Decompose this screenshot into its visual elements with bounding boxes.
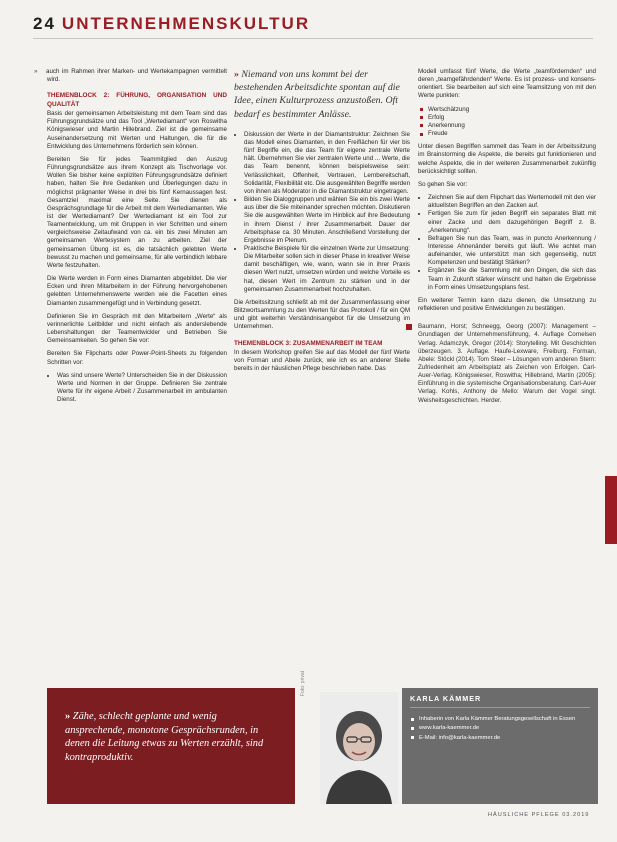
page-footer: HÄUSLICHE PFLEGE 03.2019 [488, 812, 590, 818]
list-item: • Was sind unsere Werte? Unterscheiden Sie in der Diskussion Werte und Normen in der Gruppe. Definieren Sie zentrale Werte für ihr eigene Arbeit / Zusammenarbeit im ambulanten Dienst. [57, 372, 227, 405]
column-2 [234, 68, 410, 378]
list-item: • Praktische Beispiele für die einzelnen Werte zur Umsetzung: Die Mitarbeiter sollen sich in dieser Phase in kreativer Weise damit beschäftigen, wie, wann, wann sie in ihrer Praxis diesen Wert nutzt, umsetzen würden und welche Vorteile es hat, diesen Wert im Zentrum zu stärken und in der gemeinsamen Zusammenarbeit hochzuhalten. [244, 245, 410, 294]
list-item: • Befragen Sie nun das Team, was in puncto Anerkennung / Interesse Ahnenänder bereits gut läuft. Wie achtet man aufeinander, wie unterstützt man sich gegenseitig, nutzt Kompetenzen und bestätigt Stärken? [428, 235, 596, 268]
literature-text: Baumann, Horst; Schneegg, Georg (2007): Management – Grundlagen der Unternehmensführung, 4. Auflage Cornelsen Verlag. Adamczyk, Gregor (2014): Storytelling. Mit Geschichten überzeugen. 3. Auflage. Haufe-Lexware, Freiburg. Forman, Abele: Stöckl (2014). Tom Steer – Lösungen vom anderen Stern: Zufriedenheit am Arbeitsplatz als Zeichen von Erfolgen. Carl-Auer-Verlag. Königswieser, Roswitha; Hillebrand, Martin (2005): Einführung in die systemische Organisationsberatung. Carl-Auer Verlag. Kohls, Anthony de Mello: Warum der Vogel singt. Weisheitsgeschichten. Herder. [418, 323, 596, 404]
literature-box [418, 323, 596, 405]
paragraph: Ein weiterer Termin kann dazu dienen, die Umsetzung zu reflektieren und positive Entwicklungen zu bestätigen. [418, 296, 596, 313]
list-item: • Bilden Sie Dialoggruppen und wählen Sie ein bis zwei Werte aus über die Sie miteinander sprechen möchten. Diskutieren Sie die ausgewählten Werte im Hinblick auf ihre Bedeutung in ihrem Dienst / ihrer Zusammenarbeit. Dauer der Arbeitsphase ca. 30 Minuten. Anschließend Vorstellung der Ergebnisse im Plenum. [244, 196, 410, 245]
block2-heading: THEMENBLOCK 2: FÜHRUNG, ORGANISATION UND QUALITÄT [47, 92, 227, 108]
paragraph: Die Werte werden in Form eines Diamanten abgebildet. Die vier Ecken und ihren Mitarbeitern in der Führung hervorgehobenen gelebten Unternehmenswerte werden wie die Facetten eines Diamanten zusammengefügt und in Verbindung gesetzt. [47, 275, 227, 307]
paragraph: Unter diesen Begriffen sammelt das Team in der Arbeitssitzung im Brainstorming die Aspekte, die bereits gut funktionieren und welche Aspekte, die in der weiteren Zusammenarbeit zukünftig berücksichtigt sollten. [418, 143, 596, 175]
value-item: Erfolg [428, 114, 596, 122]
list-item: • Fertigen Sie zum für jeden Begriff ein separates Blatt mit einer Zacke und dem dazugehörigen Begriff z. B. „Anerkennung“. [428, 210, 596, 234]
value-item: Wertschätzung [428, 106, 596, 114]
list-item: • Zeichnen Sie auf dem Flipchart das Wertemodell mit den vier aktuellsten Begriffen an den Zacken auf. [428, 194, 596, 210]
pull-quote: » Niemand von uns kommt bei der bestehenden Arbeitsdichte spontan auf die Idee, einen Kulturprozess anzustoßen. Oft bedarf es bestimmter Anlässe. [234, 69, 400, 120]
author-info-list [410, 715, 590, 742]
page-number: 24 [33, 14, 56, 33]
block3-heading: THEMENBLOCK 3: ZUSAMMENARBEIT IM TEAM [234, 339, 383, 347]
author-photo [320, 692, 398, 804]
quote-mark-icon: » [65, 711, 73, 722]
column-3 [418, 68, 596, 405]
section-title: UNTERNEHMENSKULTUR [61, 14, 311, 33]
paragraph: Bereiten Sie für jedes Teammitglied den Auszug Führungsgrundsätze aus ihrem Konzept als Tischvorlage vor. Wollen Sie bisher keine expliziten Führungsgrundsätze definiert haben, halten Sie ihre Gedanken und Überlegungen dazu in möglichst prägnanter Weise in drei bis fünf Kernaussagen fest. Gesamtziel maximal eine Seite. Sie dienen als Gesprächsgrundlage für die Arbeit mit dem Wertediamanten. Wie ist der Wertediamant? Der Wertediamant ist ein Tool zur Teamentwicklung, um mit Gruppen in vier Schritten und einem vergleichsweise Zeitaufwand von ca. ein bis zwei Minuten am gemeinsamen Wertesystem an zu arbeiten. Ziel der gemeinsamen Übung ist es, die tatsächlich gelebten Werte bewusst zu machen und gemeinsame, für alle verbindlich lebbare Werte festzuhalten. [47, 155, 227, 269]
paragraph: Bereiten Sie Flipcharts oder Power-Point-Sheets zu folgenden Schritten vor: [47, 350, 227, 366]
column-1 [34, 68, 227, 409]
paragraph: So gehen Sie vor: [418, 180, 468, 188]
author-website-link[interactable]: www.karla-kaemmer.de [419, 724, 590, 732]
values-list [418, 106, 596, 139]
list-item: • Diskussion der Werte in der Diamantstruktur: Zeichnen Sie das Modell eines Diamanten, in den Freiflächen für vier bis fünf Begriffe ein, die das Team für eigene zentrale Werte hält. Übernehmen Sie vier zentralen Werte und ... Werte, die das Team benennt, können beispielsweise sein: Verlässlichkeit, Offenheit, Vertrauen, Lernbereitschaft, Solidarität, Flexibilität etc. Die ausgewählten Begriffe werden von ihnen als Moderator in die Diamantstruktur eingetragen. [244, 131, 410, 196]
section-tab-marker [605, 476, 617, 544]
book-icon [406, 324, 412, 330]
photo-credit: Foto: privat [300, 670, 306, 696]
author-info-item: Inhaberin von Karla Kämmer Beratungsgesellschaft in Essen [419, 715, 590, 723]
continuation-arrow-icon: » [34, 68, 38, 75]
continuation-paragraph: » auch im Rahmen ihrer Marken- und Wertekampagnen vermittelt wird. [34, 68, 227, 84]
paragraph: Basis der gemeinsamen Arbeitsleistung mit dem Team sind das Führungsgrundsätze und das Tool „Wertediamant“ von Roswitha Königswieser und Martin Hillebrand. Ziel ist die gemeinsame Auseinandersetzung mit Werten und Haltungen, die für die Entwicklung des Unternehmens förderlich sein können. [47, 110, 227, 150]
step-list [418, 194, 596, 292]
portrait-illustration [320, 692, 398, 804]
step-list [47, 372, 227, 405]
paragraph: In diesem Workshop greifen Sie auf das Modell der fünf Werte von Forman und Abele zurück, wie ich es an anderer Stelle bereits in der häuslichen Pflege beschrieben habe. Das [234, 348, 410, 373]
page-header [33, 14, 310, 34]
list-item: • Ergänzen Sie die Sammlung mit den Dingen, die sich das Team in Zukunft stärker wünscht und halten die Ergebnisse in Form eines Umsetzungsplans fest. [428, 267, 596, 291]
step-list [234, 131, 410, 294]
paragraph: Die Arbeitssitzung schließt ab mit der Zusammenfassung einer Blitzwortsammlung zu den Werten für das Protokoll / für ein QM und gibt weiterhin Verständnisangebot für die Umsetzung im Unternehmen. [234, 298, 410, 331]
value-item: Freude [428, 130, 596, 138]
header-rule [33, 38, 593, 39]
author-email-link[interactable]: E-Mail: info@karla-kaemmer.de [419, 734, 590, 742]
highlight-quote-text: Zähe, schlecht geplante und wenig ansprechende, monotone Gesprächsrunden, in denen die Leitung etwas zu Werten erzählt, sind kontraproduktiv. [65, 711, 264, 763]
paragraph: Modell umfasst fünf Werte, die Werte „teamfördernden“ und deren „teamgefährdenden“ Werte. Es ist prozess- und konsens-orientiert. Sie bearbeiten auf sich eine Teamsitzung von mit den Werte punkten: [418, 68, 596, 100]
quote-mark-icon: » [234, 69, 242, 80]
author-name: KARLA KÄMMER [410, 695, 590, 708]
author-box [402, 688, 598, 804]
value-item: Anerkennung [428, 122, 596, 130]
paragraph: Definieren Sie im Gespräch mit den Mitarbeitern „Werte“ als verinnerlichte Leitbilder und nicht einfach als anderslebende Lebenshaltungen der Teamentwickler und Betrieben Sie Gemeinsamkeiten. So gehen Sie vor: [47, 312, 227, 345]
highlight-quote-box [47, 688, 295, 804]
